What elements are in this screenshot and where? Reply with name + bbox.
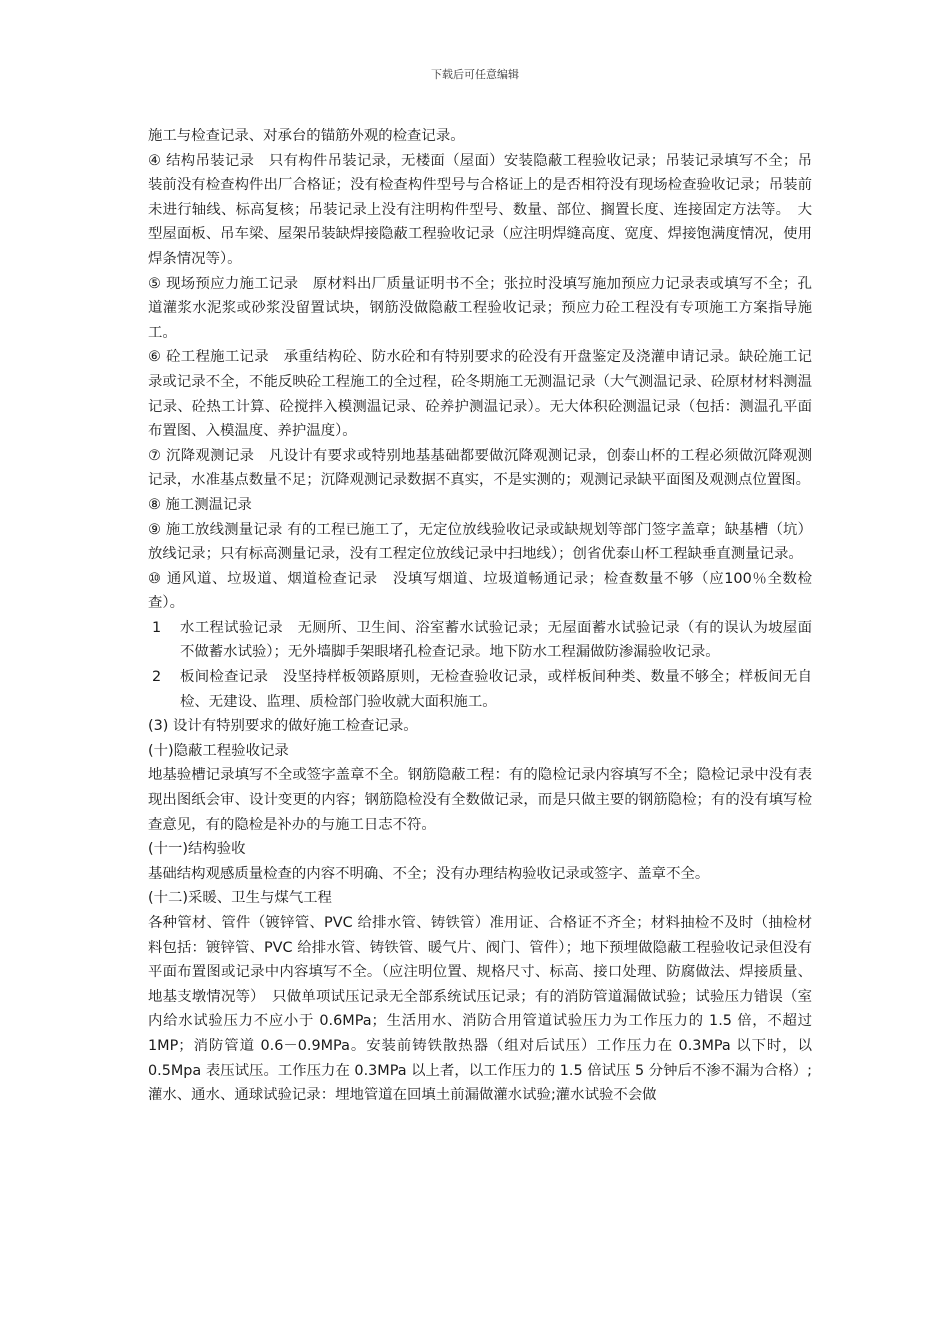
- item-text: 板间检查记录 没坚持样板领路原则，无检查验收记录，或样板间种类、数量不够全；样板间无自检、无建设、监理、质检部门验收就大面积施工。: [180, 669, 812, 710]
- numbered-item: [148, 665, 812, 714]
- paragraph: 地基验槽记录填写不全或签字盖章不全。钢筋隐蔽工程：有的隐检记录内容填写不全；隐检记录中没有表现出图纸会审、设计变更的内容；钢筋隐检没有全数做记录，而是只做主要的钢筋隐检；有的没有填写检查意见，有的隐检是补办的与施工日志不符。: [148, 767, 812, 833]
- paragraph: ⑥ 砼工程施工记录 承重结构砼、防水砼和有特别要求的砼没有开盘鉴定及浇灌申请记录。缺砼施工记录或记录不全，不能反映砼工程施工的全过程，砼冬期施工无测温记录（大气测温记录、砼原材材料测温记录、砼热工计算、砼搅拌入模测温记录、砼养护测温记录）。无大体积砼测温记录（包括：测温孔平面布置图、入模温度、养护温度）。: [148, 349, 812, 440]
- numbered-item: [148, 616, 812, 665]
- item-number: 2: [152, 669, 162, 686]
- paragraph: 各种管材、管件（镀锌管、PVC 给排水管、铸铁管）准用证、合格证不齐全；材料抽检不及时（抽检材料包括：镀锌管、PVC 给排水管、铸铁管、暖气片、阀门、管件）；地下预埋做隐蔽工程验收记录但没有平面布置图或记录中内容填写不全。（应注明位置、规格尺寸、标高、接口处理、防腐做法、焊接质量、地基支墩情况等） 只做单项试压记录无全部系统试压记录；有的消防管道漏做试验；试验压力错误（室内给水试验压力不应小于 0.6MPa；生活用水、消防合用管道试验压力为工作压力的 1.5 倍，不超过 1MP；消防管道 0.6－0.9MPa。安装前铸铁散热器（组对后试压）工作压力在 0.3MPa 以下时，以 0.5Mpa 表压试压。工作压力在 0.3MPa 以上者，以工作压力的 1.5 倍试压 5 分钟后不渗不漏为合格）;灌水、通水、通球试验记录：埋地管道在回填土前漏做灌水试验;灌水试验不会做: [148, 915, 812, 1104]
- item-number: 1: [152, 619, 162, 636]
- paragraph: ⑩ 通风道、垃圾道、烟道检查记录 没填写烟道、垃圾道畅通记录；检查数量不够（应100％全数检查）。: [148, 570, 812, 612]
- paragraph: 基础结构观感质量检查的内容不明确、不全；没有办理结构验收记录或签字、盖章不全。: [148, 865, 710, 882]
- item-text: 水工程试验记录 无厕所、卫生间、浴室蓄水试验记录；无屋面蓄水试验记录（有的误认为坡屋面不做蓄水试验）；无外墙脚手架眼堵孔检查记录。地下防水工程漏做防渗漏验收记录。: [180, 619, 812, 661]
- paragraph: ⑧ 施工测温记录: [148, 496, 252, 513]
- page-header: 下载后可任意编辑: [431, 68, 519, 81]
- paragraph: ⑨ 施工放线测量记录 有的工程已施工了，无定位放线验收记录或缺规划等部门签字盖章；缺基槽（坑）放线记录；只有标高测量记录，没有工程定位放线记录中扫地线）；创省优泰山杯工程缺垂直测量记录。: [148, 521, 812, 563]
- document-body: [148, 124, 812, 1108]
- section-heading: (十二)采暖、卫生与煤气工程: [148, 890, 332, 907]
- paragraph: (3) 设计有特别要求的做好施工检查记录。: [148, 718, 418, 735]
- paragraph: ④ 结构吊装记录 只有构件吊装记录，无楼面（屋面）安装隐蔽工程验收记录；吊装记录填写不全；吊装前没有检查构件出厂合格证；没有检查构件型号与合格证上的是否相符没有现场检查验收记录；吊装前未进行轴线、标高复核；吊装记录上没有注明构件型号、数量、部位、搁置长度、连接固定方法等。 大型屋面板、吊车梁、屋架吊装缺焊接隐蔽工程验收记录（应注明焊缝高度、宽度、焊接饱满度情况，使用焊条情况等）。: [148, 152, 812, 267]
- paragraph: ⑦ 沉降观测记录 凡设计有要求或特别地基基础都要做沉降观测记录，创泰山杯的工程必须做沉降观测记录，水准基点数量不足；沉降观测记录数据不真实，不是实测的；观测记录缺平面图及观测点位置图。: [148, 447, 812, 489]
- paragraph: ⑤ 现场预应力施工记录 原材料出厂质量证明书不全；张拉时没填写施加预应力记录表或填写不全；孔道灌浆水泥浆或砂浆没留置试块，钢筋没做隐蔽工程验收记录；预应力砼工程没有专项施工方案指导施工。: [148, 275, 812, 341]
- section-heading: (十)隐蔽工程验收记录: [148, 742, 289, 759]
- section-heading: (十一)结构验收: [148, 841, 246, 858]
- paragraph: 施工与检查记录、对承台的锚筋外观的检查记录。: [148, 128, 465, 144]
